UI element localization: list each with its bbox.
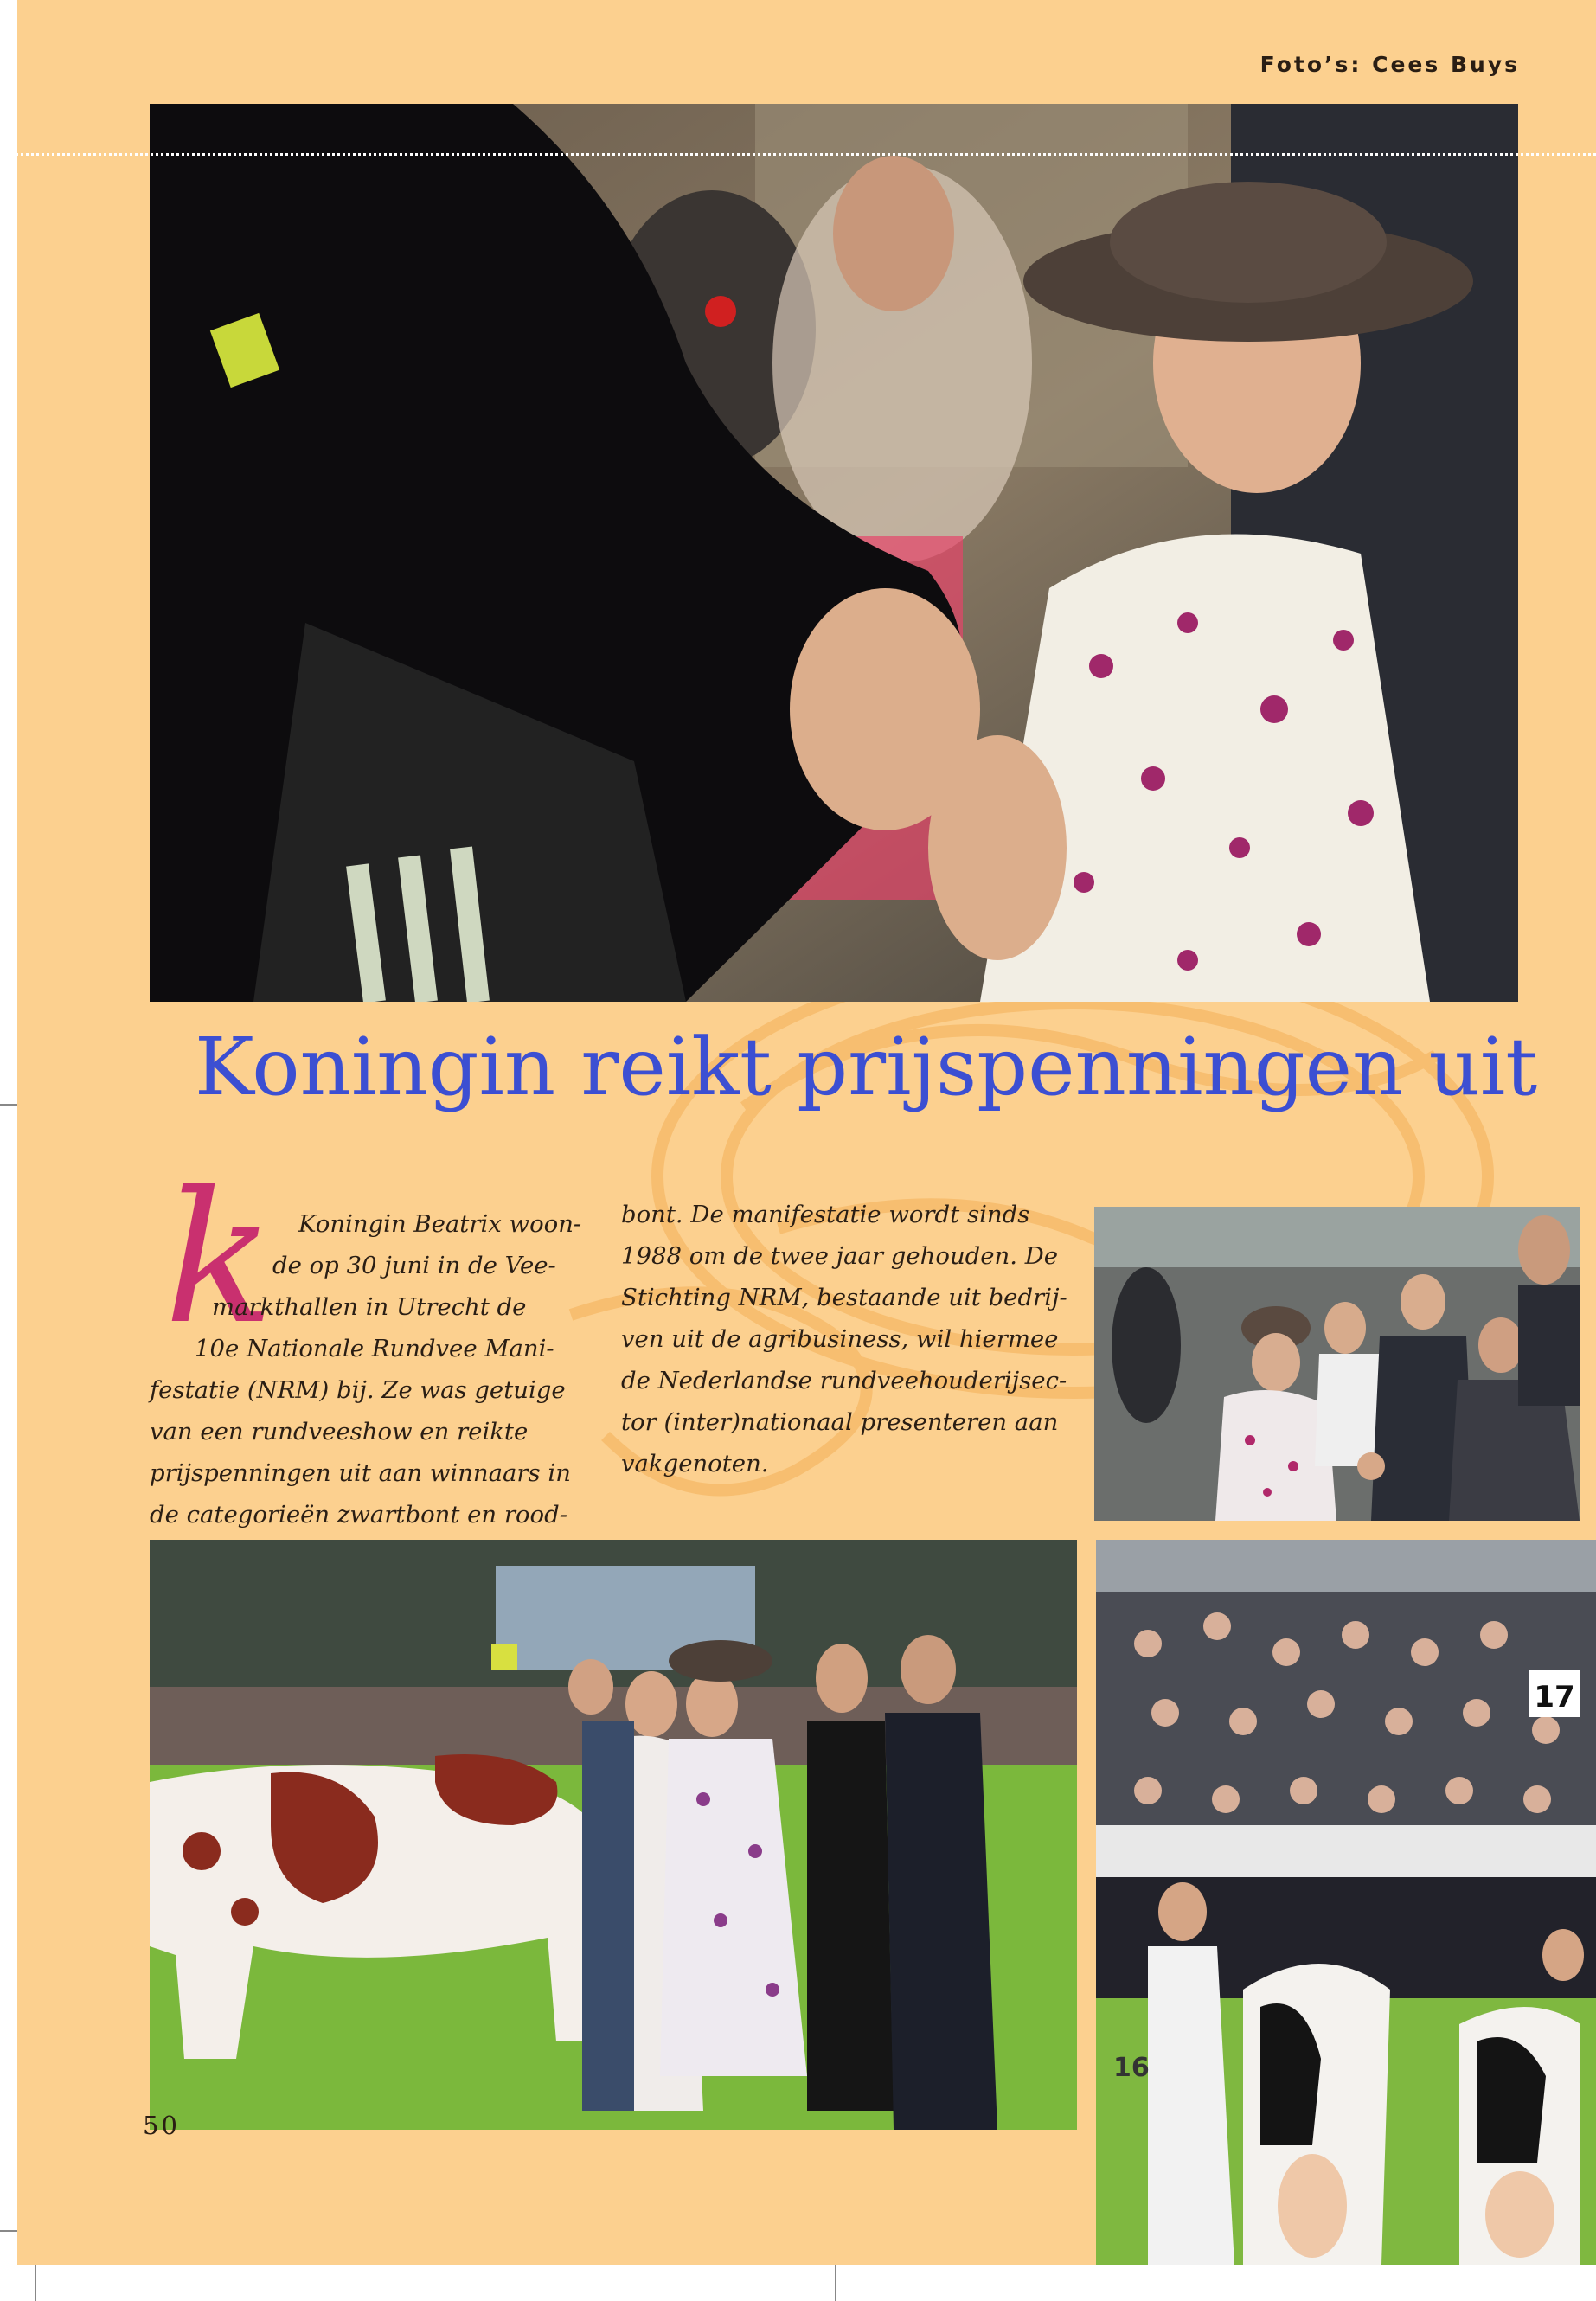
text-line: vakgenoten.	[621, 1450, 769, 1477]
text-line: prijspenningen uit aan winnaars in	[150, 1459, 571, 1487]
photo-queen-with-cow	[150, 104, 1518, 1002]
drop-cap: k	[164, 1152, 275, 1364]
photo-show-ring	[1096, 1540, 1596, 2265]
text-column-1	[150, 1203, 581, 1535]
show-ring-sign-number: 17	[1534, 1680, 1575, 1715]
text-line: van een rundveeshow en reikte	[150, 1418, 529, 1445]
text-line: 10e Nationale Rundvee Mani-	[195, 1335, 554, 1362]
crop-mark	[835, 2265, 836, 2301]
magazine-page	[17, 0, 1596, 2265]
text-line: ven uit de agribusiness, wil hiermee	[621, 1325, 1059, 1353]
dotted-rule	[0, 153, 1596, 156]
photo-credit: Foto’s: Cees Buys	[1259, 52, 1520, 77]
text-line: tor (inter)nationaal presenteren aan	[621, 1408, 1059, 1436]
text-line: bont. De manifestatie wordt sinds	[621, 1201, 1030, 1228]
text-line: festatie (NRM) bij. Ze was getuige	[150, 1376, 566, 1404]
text-line: 1988 om de twee jaar gehouden. De	[621, 1242, 1059, 1270]
photo-red-white-cow	[150, 1540, 1077, 2130]
handler-bib-number: 16	[1113, 2053, 1150, 2083]
bottom-margin	[0, 2265, 1596, 2301]
text-line: de categorieën zwartbont en rood-	[150, 1501, 568, 1529]
text-line: Stichting NRM, bestaande uit bedrij-	[621, 1284, 1067, 1311]
photo-handshake	[1094, 1207, 1580, 1521]
crop-mark	[35, 2265, 36, 2301]
text-line: de Nederlandse rundveehouderijsec-	[621, 1367, 1067, 1394]
article-title: Koningin reikt prijspenningen uit	[195, 1021, 1538, 1113]
text-column-2	[621, 1194, 1067, 1484]
text-line: markthallen in Utrecht de	[212, 1293, 527, 1321]
crop-mark	[0, 2230, 17, 2232]
text-line: de op 30 juni in de Vee-	[272, 1252, 556, 1279]
text-line: Koningin Beatrix woon-	[298, 1210, 582, 1238]
page-number: 50	[143, 2111, 180, 2140]
crop-mark	[0, 1104, 17, 1106]
